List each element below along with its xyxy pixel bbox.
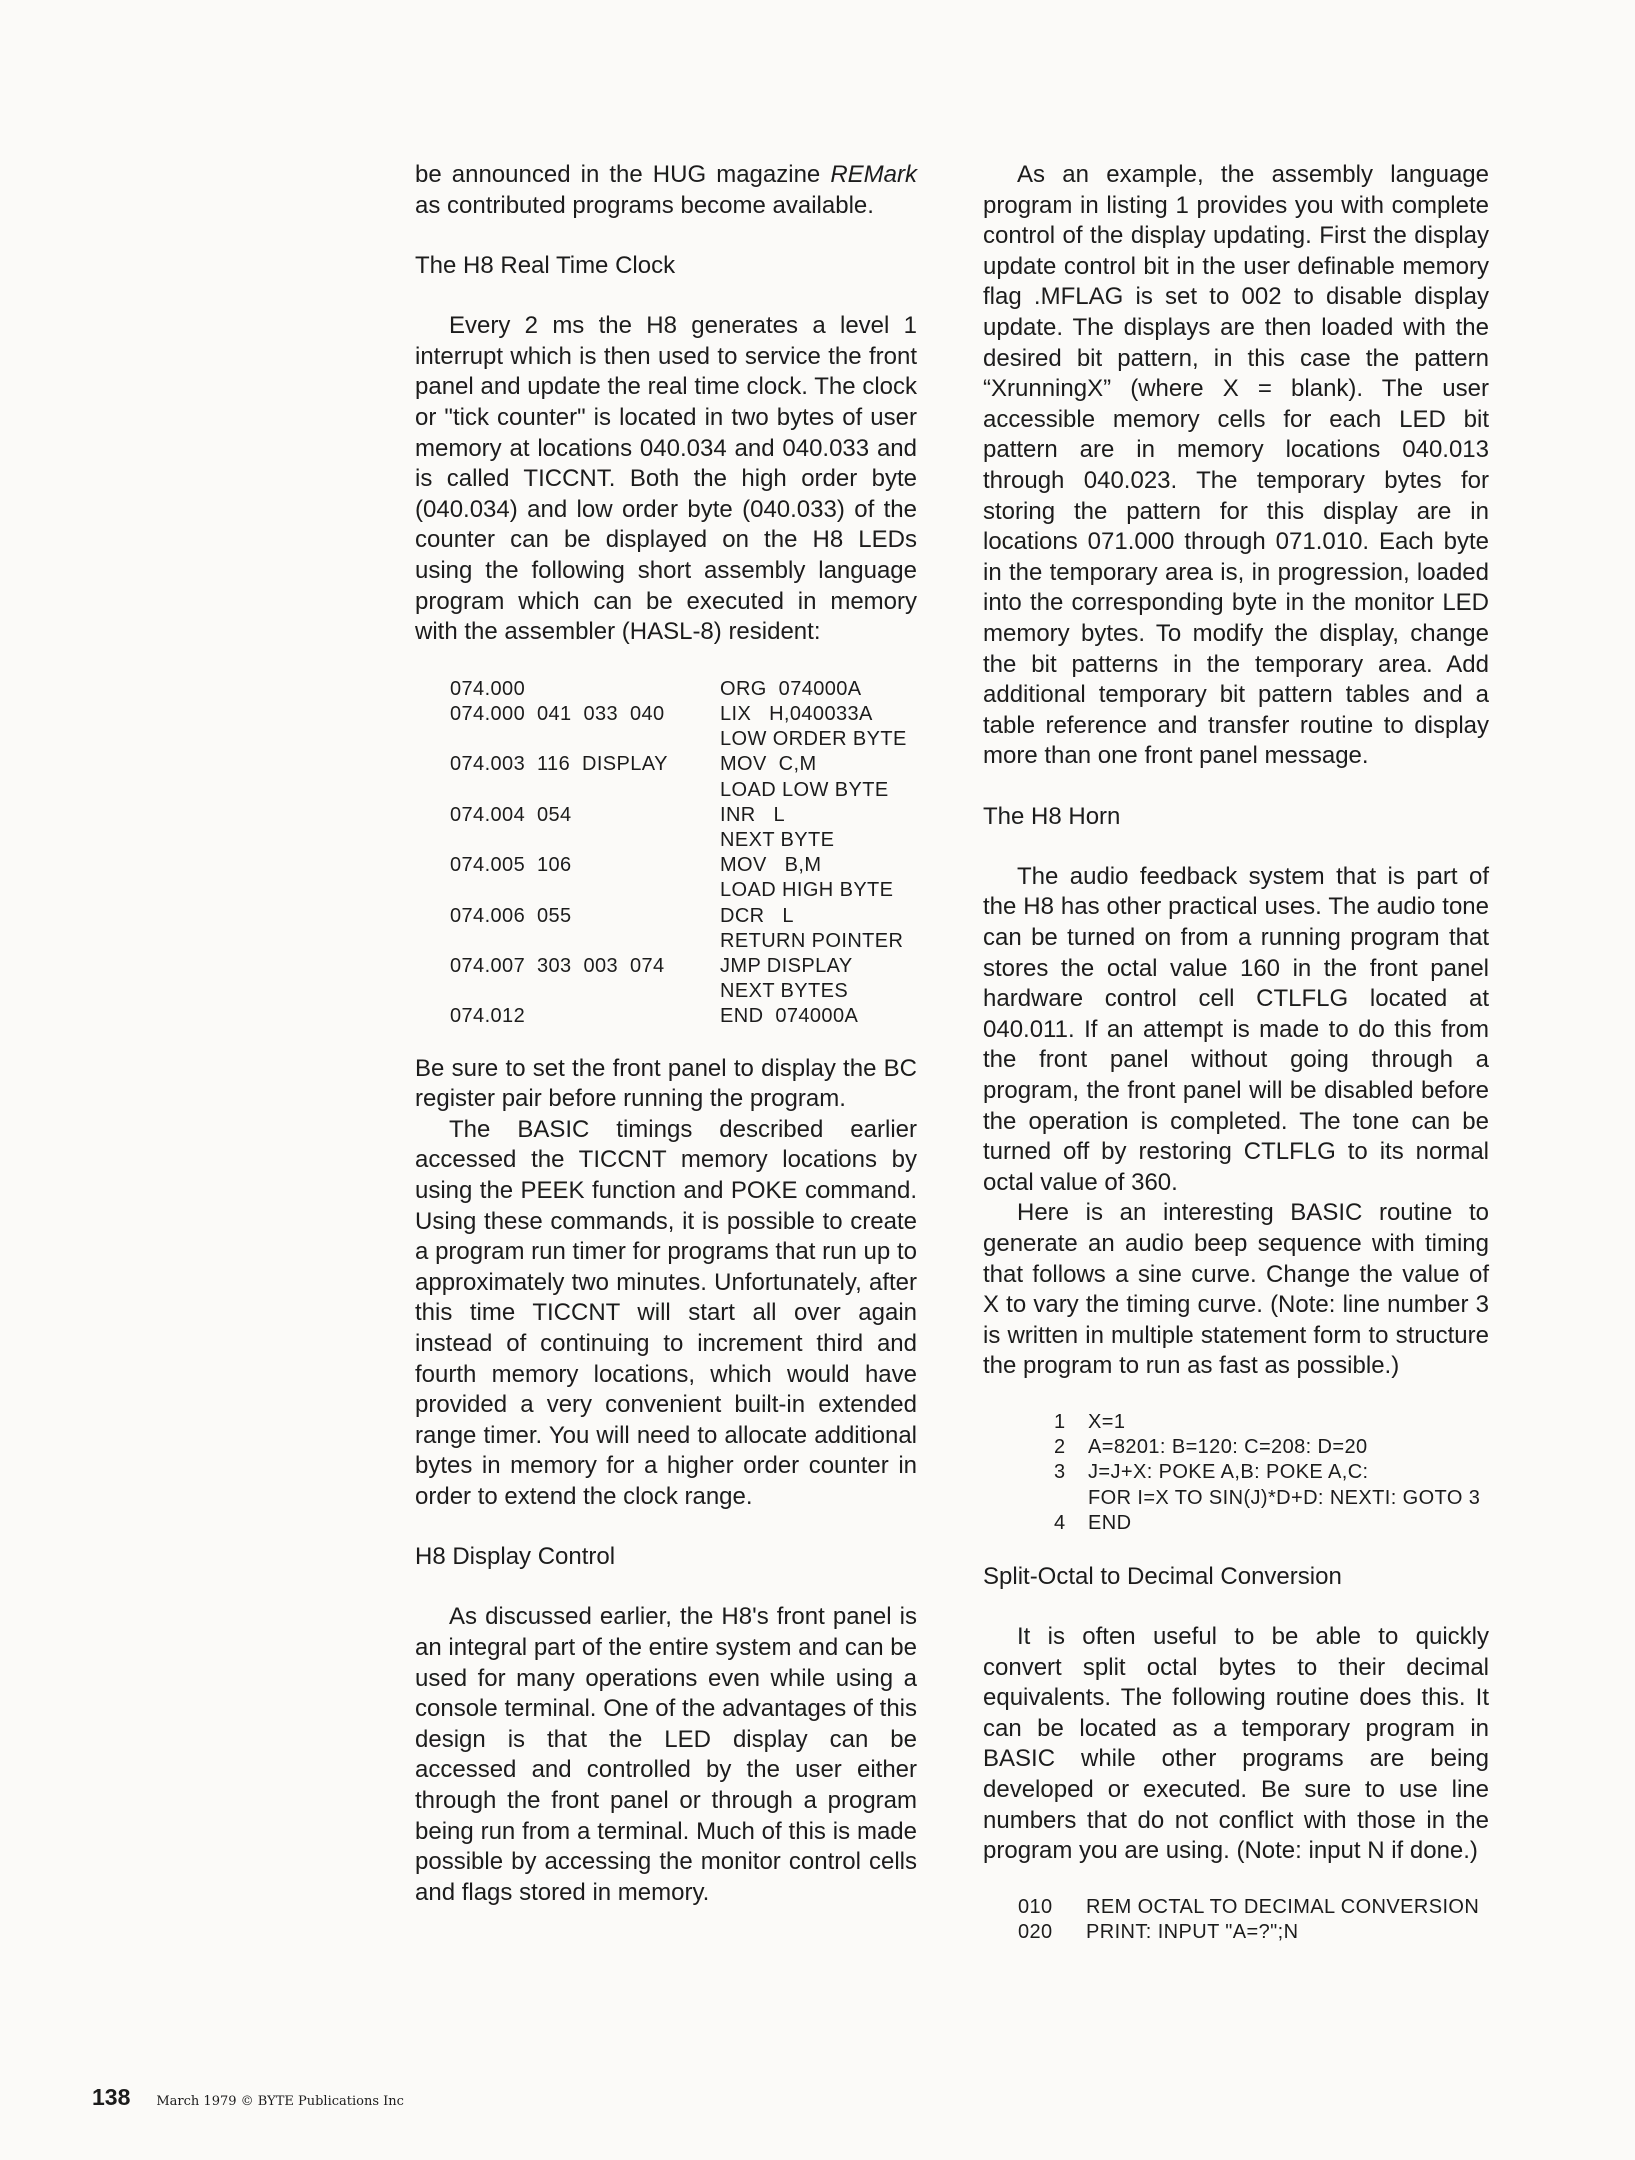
listing-address — [450, 878, 720, 903]
listing-line — [450, 904, 917, 929]
paragraph-basic-timings: The BASIC timings described earlier accessed the TICCNT memory locations by using the PEEK function and POKE command. Using these commands, it is possible to create a program run timer for programs that run up to approximately two minutes. Unfortunately, after this time TICCNT will start all over again instead of continuing to increment third and fourth memory locations, which would have provided a very convenient built-in extended range timer. You will need to allocate additional bytes in memory for a higher order counter in order to extend the clock range. — [415, 1115, 917, 1510]
listing-line — [450, 929, 917, 954]
listing-address: 074.007 303 003 074 — [450, 954, 665, 977]
basic-line-code: J=J+X: POKE A,B: POKE A,C: — [1088, 1461, 1369, 1484]
listing-instruction: END 074000A — [720, 1005, 859, 1028]
listing-address — [450, 778, 720, 803]
conversion-listing — [1018, 1895, 1489, 1945]
intro-text-end: as contributed programs become available. — [415, 191, 874, 219]
listing-line — [450, 853, 917, 878]
paragraph-split-octal: It is often useful to be able to quickly convert split octal bytes to their decimal equivalents. The following routine does this. It can be located as a temporary program in BASIC while other programs are being developed or executed. Be sure to use line numbers that do not conflict with those in the program you are using. (Note: input N if done.) — [983, 1622, 1489, 1865]
listing-address: 074.004 054 — [450, 803, 572, 826]
basic-line-number: 3 — [1054, 1461, 1066, 1484]
heading-display-control: H8 Display Control — [415, 1543, 616, 1571]
page-footer — [92, 2084, 404, 2111]
paragraph-clock: Every 2 ms the H8 generates a level 1 interrupt which is then used to service the front panel and update the real time clock. The clock or "tick counter" is located in two bytes of user memory at locations 040.034 and 040.033 and is called TICCNT. Both the high order byte (040.034) and low order byte (040.033) of the counter can be displayed on the H8 LEDs using the following short assembly language program which can be executed in memory with the assembler (HASL-8) resident: — [415, 312, 917, 646]
basic-line-number: 4 — [1054, 1511, 1066, 1534]
conversion-line-number: 020 — [1018, 1920, 1053, 1943]
listing-line — [450, 1004, 917, 1029]
listing-instruction: NEXT BYTES — [720, 980, 849, 1003]
listing-line — [450, 803, 917, 828]
listing-address: 074.012 — [450, 1005, 526, 1028]
paragraph-front-panel: Be sure to set the front panel to display the BC register pair before running the program. — [415, 1054, 917, 1113]
conversion-line — [1018, 1920, 1489, 1945]
heading-horn: The H8 Horn — [983, 802, 1121, 830]
conversion-line-code: REM OCTAL TO DECIMAL CONVERSION — [1086, 1895, 1480, 1918]
basic-line-number: 1 — [1054, 1410, 1066, 1433]
basic-line — [1054, 1460, 1574, 1485]
left-column — [415, 160, 917, 1908]
listing-line — [450, 727, 917, 752]
listing-address: 074.003 116 DISPLAY — [450, 753, 668, 776]
page-number: 138 — [92, 2084, 131, 2110]
basic-line — [1054, 1511, 1574, 1536]
paragraph-intro — [415, 160, 917, 221]
basic-line — [1054, 1486, 1574, 1511]
listing-instruction: DCR L — [720, 904, 794, 927]
basic-line-code: X=1 — [1088, 1410, 1126, 1433]
paragraph-horn: The audio feedback system that is part of the H8 has other practical uses. The audio tone can be turned on from a running program that stores the octal value 160 in the front panel hardware control cell CTLFLG located at 040.011. If an attempt is made to do this from the front panel without going through a program, the front panel will be disabled before the operation is completed. The tone can be turned off by restoring CTLFLG to its normal octal value of 360. — [983, 862, 1489, 1196]
basic-line-code: A=8201: B=120: C=208: D=20 — [1088, 1436, 1368, 1459]
conversion-line — [1018, 1895, 1489, 1920]
publication-credit: March 1979 © BYTE Publications Inc — [156, 2094, 404, 2109]
listing-instruction: LIX H,040033A — [720, 702, 873, 725]
basic-line — [1054, 1435, 1574, 1460]
listing-instruction: LOAD LOW BYTE — [720, 778, 889, 801]
basic-line — [1054, 1410, 1574, 1435]
listing-instruction: LOW ORDER BYTE — [720, 728, 907, 751]
conversion-line-number: 010 — [1018, 1895, 1053, 1918]
listing-line — [450, 828, 917, 853]
intro-text: be announced in the HUG magazine — [415, 161, 831, 188]
listing-line — [450, 979, 917, 1004]
listing-line — [450, 778, 917, 803]
paragraph-display-control: As discussed earlier, the H8's front panel is an integral part of the entire system and can be used for many operations even while using a console terminal. One of the advantages of this design is that the LED display can be accessed and controlled by the user either through the front panel or through a program being run from a terminal. Much of this is made possible by accessing the monitor control cells and flags stored in memory. — [415, 1603, 917, 1906]
listing-instruction: MOV C,M — [720, 753, 817, 776]
listing-instruction: MOV B,M — [720, 854, 822, 877]
listing-address: 074.000 041 033 040 — [450, 702, 665, 725]
right-column — [983, 160, 1489, 1945]
listing-address — [450, 979, 720, 1004]
listing-address — [450, 929, 720, 954]
listing-line — [450, 702, 917, 727]
listing-line — [450, 954, 917, 979]
listing-address: 074.006 055 — [450, 904, 572, 927]
paragraph-example: As an example, the assembly language program in listing 1 provides you with complete control of the display updating. First the display update control bit in the user definable memory flag .MFLAG is set to 002 to disable display update. The displays are then loaded with the desired bit pattern, in this case the pattern “XrunningX” (where X = blank). The user accessible memory cells for each LED bit pattern are in memory locations 040.013 through 040.023. The temporary bytes for storing the pattern for this display are in locations 071.000 through 071.010. Each byte in the temporary area is, in progression, loaded into the corresponding byte in the monitor LED memory bytes. To modify the display, change the bit patterns in the temporary area. Add additional temporary bit pattern tables and a table reference and transfer routine to display more than one front panel message. — [983, 161, 1489, 770]
basic-beep-listing — [1054, 1410, 1574, 1536]
listing-address — [450, 828, 720, 853]
conversion-line-code: PRINT: INPUT "A=?";N — [1086, 1920, 1299, 1943]
listing-instruction: ORG 074000A — [720, 677, 862, 700]
listing-address — [450, 727, 720, 752]
listing-instruction: LOAD HIGH BYTE — [720, 879, 894, 902]
listing-address: 074.005 106 — [450, 854, 572, 877]
basic-line-number: 2 — [1054, 1436, 1066, 1459]
listing-line — [450, 677, 917, 702]
listing-line — [450, 878, 917, 903]
paragraph-basic-routine: Here is an interesting BASIC routine to generate an audio beep sequence with timing that follows a sine curve. Change the value of X to vary the timing curve. (Note: line number 3 is written in multiple statement form to structure the program to run as fast as possible.) — [983, 1199, 1489, 1380]
listing-instruction: JMP DISPLAY — [720, 954, 853, 977]
heading-real-time-clock: The H8 Real Time Clock — [415, 252, 676, 280]
listing-instruction: NEXT BYTE — [720, 828, 835, 851]
basic-line-code: FOR I=X TO SIN(J)*D+D: NEXTI: GOTO 3 — [1088, 1486, 1481, 1509]
assembly-listing — [450, 677, 917, 1030]
heading-split-octal: Split-Octal to Decimal Conversion — [983, 1562, 1342, 1590]
listing-instruction: RETURN POINTER — [720, 929, 904, 952]
listing-address: 074.000 — [450, 677, 526, 700]
basic-line-code: END — [1088, 1511, 1132, 1534]
listing-line — [450, 752, 917, 777]
listing-instruction: INR L — [720, 803, 786, 826]
remark-title: REMark — [830, 161, 917, 188]
